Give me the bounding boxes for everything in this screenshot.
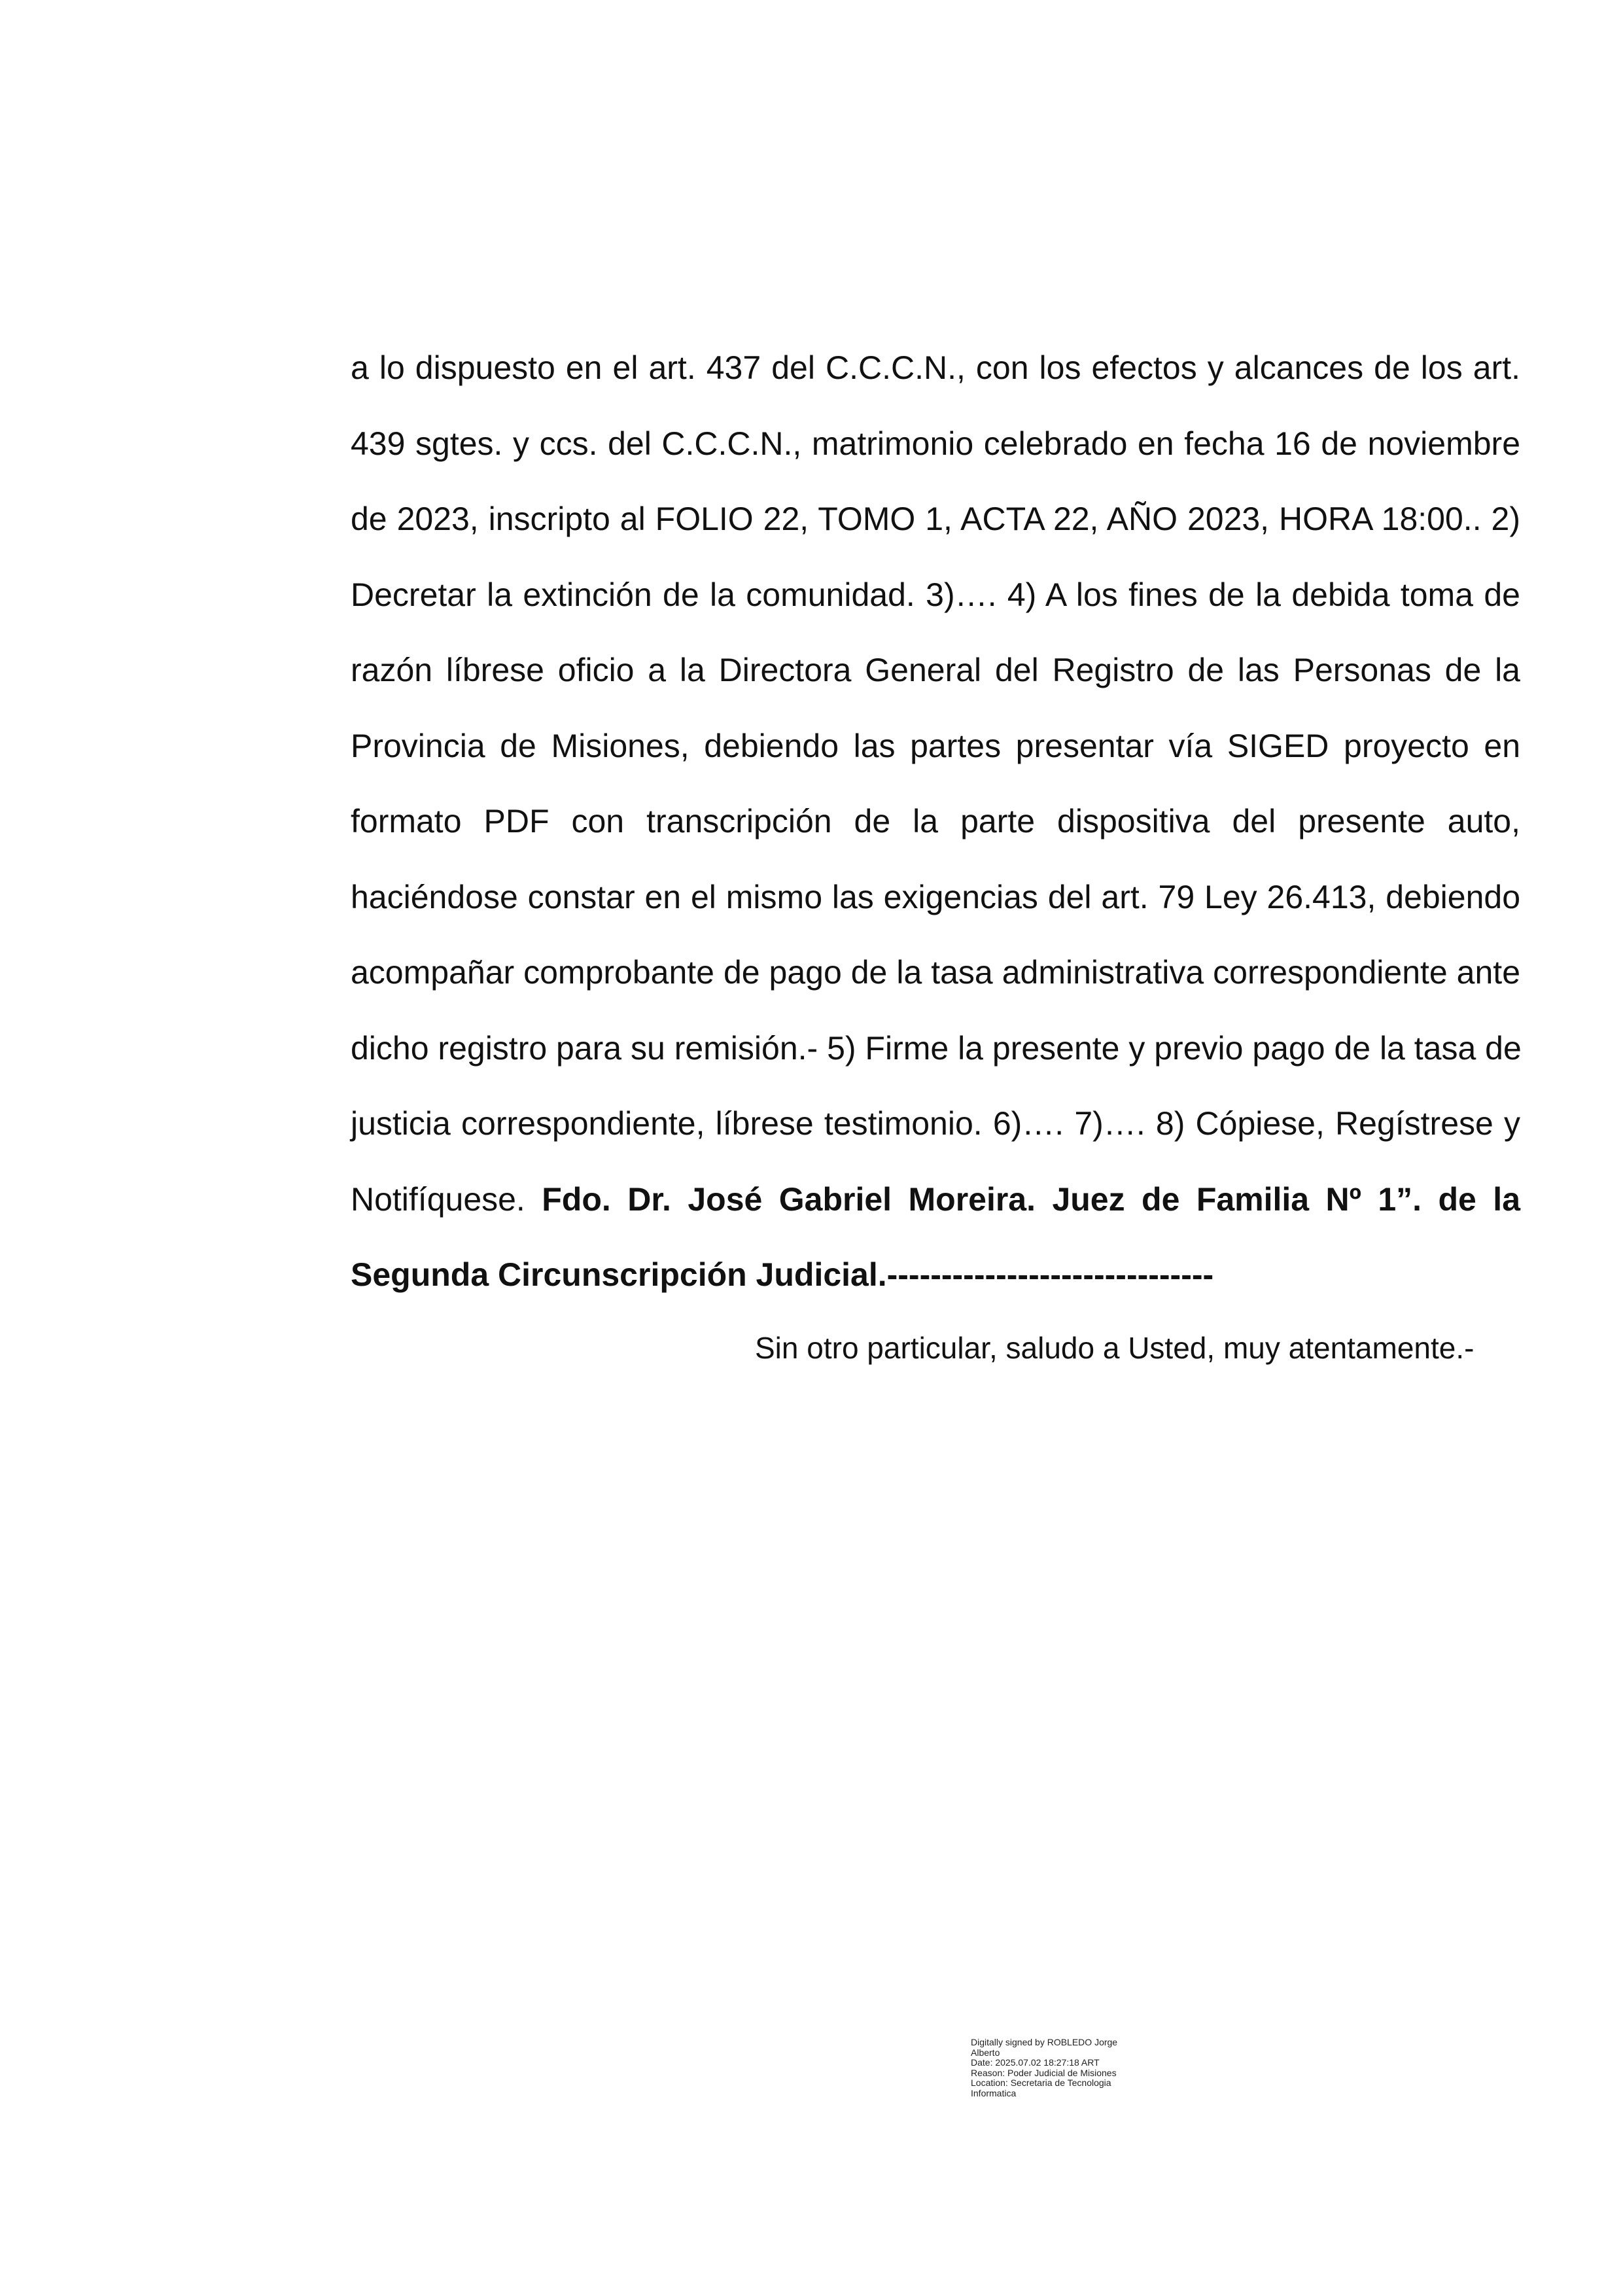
notify-text: Notifíquese. bbox=[351, 1180, 542, 1218]
signature-date: Date: 2025.07.02 18:27:18 ART bbox=[971, 2057, 1100, 2068]
text-line-12 bbox=[351, 1162, 1520, 1238]
text-line-9: acompañar comprobante de pago de la tasa administrativa correspondiente ante bbox=[351, 954, 1520, 991]
text-line-8: haciéndose constar en el mismo las exigencias del art. 79 Ley 26.413, debiendo bbox=[351, 878, 1520, 915]
text-line-6: Provincia de Misiones, debiendo las partes presentar vía SIGED proyecto en bbox=[351, 727, 1520, 764]
text-line-11: justicia correspondiente, líbrese testimonio. 6)…. 7)…. 8) Cópiese, Regístrese y bbox=[351, 1105, 1520, 1142]
signature-reason: Reason: Poder Judicial de Misiones bbox=[971, 2067, 1117, 2078]
resolution-paragraph bbox=[351, 330, 1520, 1313]
signed-by-judge: Fdo. Dr. José Gabriel Moreira. Juez de Familia Nº 1”. de la bbox=[542, 1180, 1520, 1218]
text-line-4: Decretar la extinción de la comunidad. 3)…. 4) A los fines de la debida toma de bbox=[351, 576, 1520, 613]
text-line-2: 439 sgtes. y ccs. del C.C.C.N., matrimonio celebrado en fecha 16 de noviembre bbox=[351, 425, 1520, 462]
digital-signature-block bbox=[971, 2038, 1117, 2098]
text-line-3: de 2023, inscripto al FOLIO 22, TOMO 1, ACTA 22, AÑO 2023, HORA 18:00.. 2) bbox=[351, 501, 1520, 537]
signature-line-2: Alberto bbox=[971, 2047, 1000, 2058]
signature-location-cont: Informatica bbox=[971, 2087, 1017, 2098]
text-line-5: razón líbrese oficio a la Directora General del Registro de las Personas de la bbox=[351, 652, 1520, 688]
signature-location: Location: Secretaria de Tecnologia bbox=[971, 2077, 1111, 2088]
closing-salutation: Sin otro particular, saludo a Usted, muy atentamente.- bbox=[755, 1331, 1475, 1365]
text-line-7: formato PDF con transcripción de la parte dispositiva del presente auto, bbox=[351, 803, 1520, 839]
signature-line-1: Digitally signed by ROBLEDO Jorge bbox=[971, 2037, 1118, 2047]
text-line-13: Segunda Circunscripción Judicial.------------------------------ bbox=[351, 1256, 1214, 1293]
text-line-10: dicho registro para su remisión.- 5) Firme la presente y previo pago de la tasa de bbox=[351, 1029, 1522, 1067]
text-line-1: a lo dispuesto en el art. 437 del C.C.C.N., con los efectos y alcances de los art. bbox=[351, 349, 1520, 386]
